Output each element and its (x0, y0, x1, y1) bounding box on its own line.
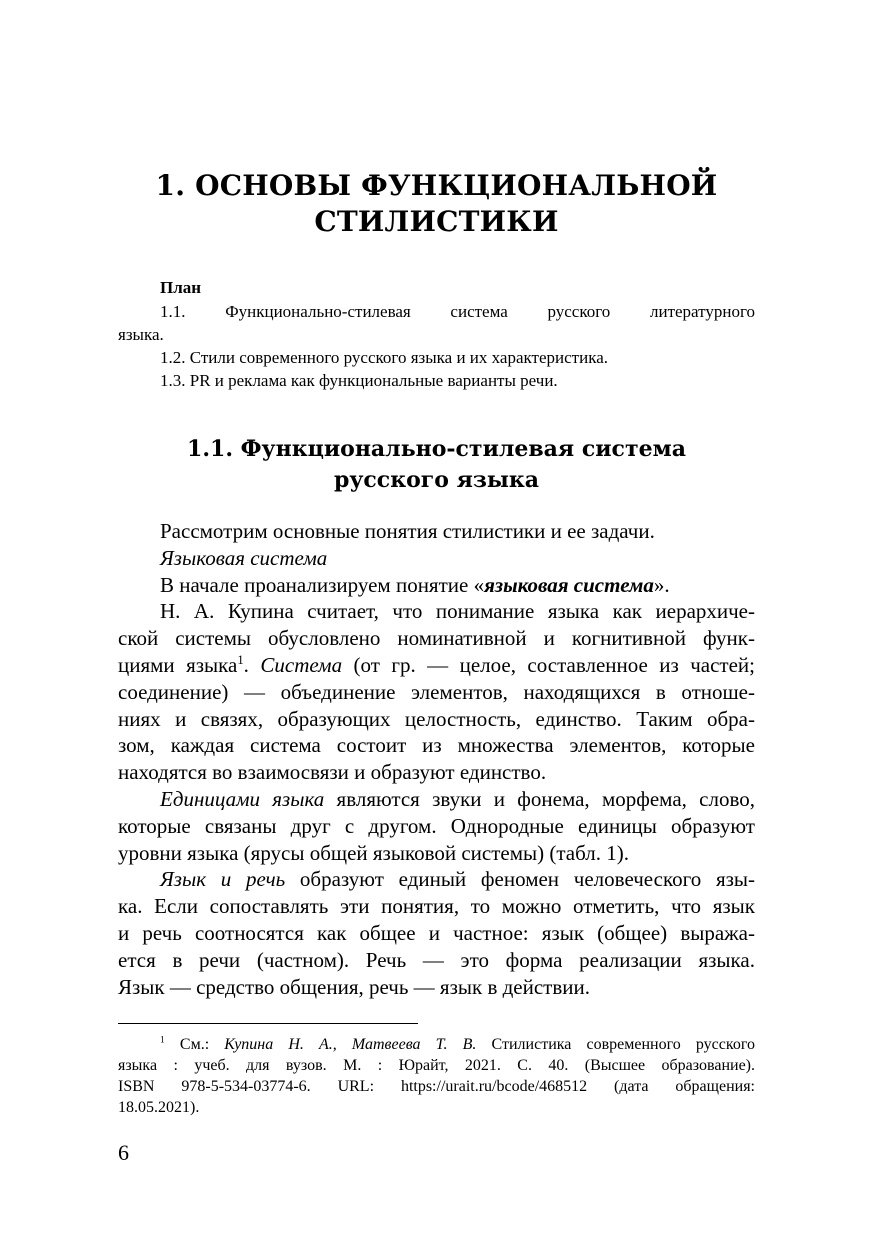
paragraph-1: Рассмотрим основные понятия стилистики и ее задачи. (160, 519, 655, 543)
footnote-ref[interactable]: 1 (237, 652, 244, 667)
term-language-system: языковая система (484, 572, 654, 597)
section-title-line-1: 1.1. Функционально-стилевая система (187, 436, 686, 462)
p4-line-7: находятся во взаимосвязи и образуют единство. (118, 760, 547, 785)
p6-line-2: ка. Если сопоставлять эти понятия, то можно отметить, что язык (118, 894, 755, 919)
p4-line-5: ниях и связях, образующих целостность, единство. Таким обра- (118, 706, 755, 731)
term-system: Система (260, 652, 343, 677)
paragraph-2 (118, 545, 755, 572)
p4-line-1: Н. А. Купина считает, что понимание языка как иерархиче- (160, 599, 755, 624)
p5-line-2: которые связаны друг с другом. Однородные единицы образуют (118, 813, 755, 838)
term-language-units: Единицами языка (160, 786, 325, 811)
paragraph-6 (118, 866, 755, 1000)
paragraph-3 (118, 572, 755, 599)
plan-item-2: 1.2. Стили современного русского языка и их характеристика. (160, 348, 608, 367)
paragraph-5 (118, 786, 755, 866)
p5-l1-b: являются звуки и фонема, морфема, слово, (324, 786, 755, 811)
chapter-title-line-2: СТИЛИСТИКИ (314, 205, 559, 238)
plan-heading: План (160, 278, 202, 297)
p3-text-a: В начале проанализируем понятие « (160, 572, 485, 597)
subheading-language-system: Языковая система (160, 545, 328, 570)
p4-l3-a: циями языка (118, 652, 238, 677)
body-text (118, 518, 755, 1000)
plan-item-3: 1.3. PR и реклама как функциональные варианты речи. (160, 371, 558, 390)
p4-line-4: соединение) — объединение элементов, находящихся в отноше- (118, 679, 755, 704)
p4-line-2: ской системы обусловлено номинативной и когнитивной функ- (118, 626, 755, 651)
footnote-authors: Купина Н. А., Матвеева Т. В. (224, 1036, 477, 1053)
p6-line-5: Язык — средство общения, речь — язык в действии. (118, 974, 590, 999)
p4-l3-d: (от гр. — целое, составленное из частей; (342, 652, 756, 677)
p3-text-c: ». (653, 572, 670, 597)
page-number: 6 (118, 1140, 129, 1165)
chapter-title (118, 168, 755, 240)
section-title-line-2: русского языка (333, 467, 540, 493)
p6-line-3: и речь соотносятся как общее и частное: язык (общее) выража- (118, 920, 755, 945)
p4-line-3 (118, 652, 755, 679)
footnote-line-2: языка : учеб. для вузов. М. : Юрайт, 2021. С. 40. (Высшее образование). (118, 1057, 755, 1074)
p6-line-1 (118, 866, 755, 893)
footnote-line-1 (118, 1034, 755, 1055)
chapter-title-line-1: 1. ОСНОВЫ ФУНКЦИОНАЛЬНОЙ (155, 169, 718, 202)
plan-item-1-cont: языка. (118, 325, 164, 344)
p4-line-6: зом, каждая система состоит из множества элементов, которые (118, 733, 755, 758)
section-title (118, 434, 755, 496)
p6-l1-b: образуют единый феномен человеческого язы- (285, 867, 755, 892)
footnote-number: 1 (160, 1034, 165, 1046)
fn-l1-c: Стилистика современного русского (476, 1036, 755, 1053)
p6-line-4: ется в речи (частном). Речь — это форма реализации языка. (118, 947, 755, 972)
p4-l3-b: . (243, 652, 261, 677)
footnote (118, 1034, 755, 1118)
plan-list (118, 300, 755, 392)
footnote-line-4: 18.05.2021). (118, 1099, 200, 1116)
term-language-and-speech: Язык и речь (160, 867, 286, 892)
p5-line-3: уровни языка (ярусы общей языковой системы) (табл. 1). (118, 840, 629, 865)
footnote-divider (118, 1023, 418, 1024)
footnote-line-3: ISBN 978-5-534-03774-6. URL: https://urait.ru/bcode/468512 (дата обращения: (118, 1078, 755, 1095)
fn-l1-a: См.: (164, 1036, 225, 1053)
paragraph-4 (118, 598, 755, 786)
plan-item-1: 1.1. Функционально-стилевая система русского литературного (160, 302, 755, 321)
p5-line-1 (118, 786, 755, 813)
